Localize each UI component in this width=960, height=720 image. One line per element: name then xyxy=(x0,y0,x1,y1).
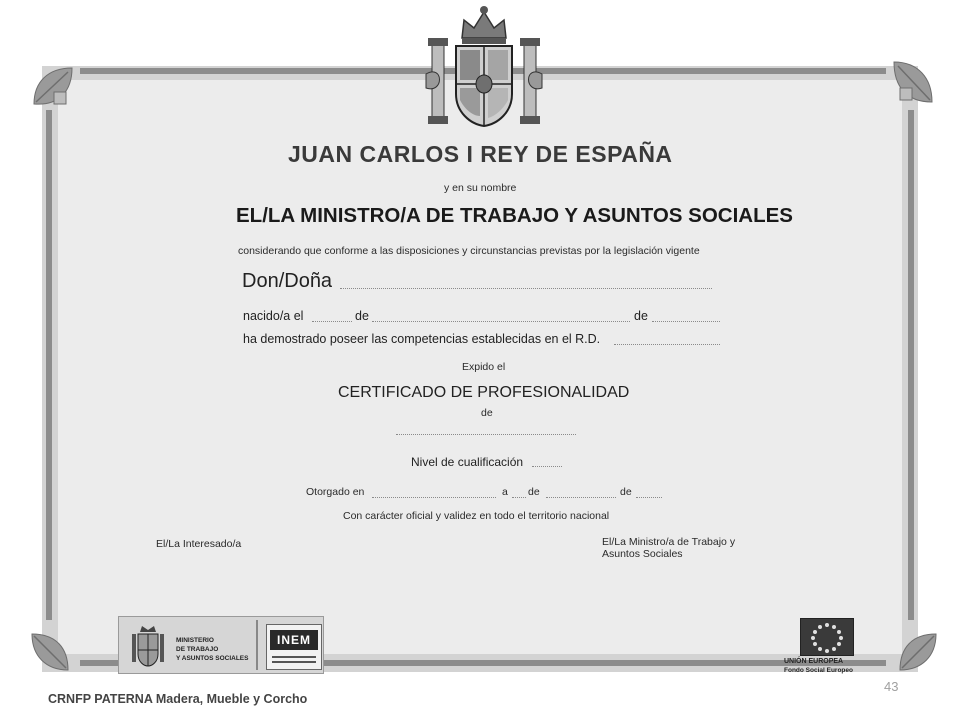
minister-title: EL/LA MINISTRO/A DE TRABAJO Y ASUNTOS SOCIALES xyxy=(236,204,793,227)
don-dona-label: Don/Doña xyxy=(242,270,333,292)
inem-logo-subline xyxy=(272,661,316,663)
granted-year-blank xyxy=(636,497,662,498)
born-day-blank xyxy=(312,321,352,322)
frame-rule-left xyxy=(46,110,52,620)
certificate-title: CERTIFICADO DE PROFESIONALIDAD xyxy=(338,384,630,401)
a-label: a xyxy=(502,486,508,498)
granted-in-label: Otorgado en xyxy=(306,486,365,498)
demonstrated-text: ha demostrado poseer las competencias establecidas en el R.D. xyxy=(243,332,601,346)
king-title: JUAN CARLOS I REY DE ESPAÑA xyxy=(288,141,673,167)
considering-text: considerando que conforme a las disposiciones y circunstancias previstas por la legislación vigente xyxy=(238,245,700,257)
leaf-ornament-bottom-right xyxy=(896,630,940,674)
ministry-logo-line2: DE TRABAJO xyxy=(176,646,219,653)
leaf-ornament-top-right xyxy=(890,58,936,108)
name-blank-line xyxy=(340,288,712,289)
inem-logo-text: INEM xyxy=(270,630,318,650)
eu-logo-line2: Fondo Social Europeo xyxy=(784,667,853,674)
logo-divider xyxy=(256,620,258,670)
interested-signature-label: El/La Interesado/a xyxy=(156,538,242,550)
of-label-5: de xyxy=(620,486,632,498)
inem-logo-subline xyxy=(272,656,316,658)
issues-text: Expido el xyxy=(462,361,506,373)
leaf-ornament-top-left xyxy=(30,64,76,110)
eu-logo-line1: UNIÓN EUROPEA xyxy=(784,658,844,665)
minister-signature-line1: El/La Ministro/a de Trabajo y xyxy=(602,536,736,548)
born-month-blank xyxy=(372,321,630,322)
spanish-coat-of-arms-icon xyxy=(424,4,544,130)
granted-place-blank xyxy=(372,497,496,498)
granted-day-blank xyxy=(512,497,526,498)
of-label-4: de xyxy=(528,486,540,498)
footer-organization: CRNFP PATERNA Madera, Mueble y Corcho xyxy=(48,692,308,706)
born-year-blank xyxy=(652,321,720,322)
frame-rule-right xyxy=(908,110,914,620)
eu-stars-icon xyxy=(808,621,846,653)
ministry-logo-line1: MINISTERIO xyxy=(176,637,214,644)
of-label-1: de xyxy=(355,309,369,323)
page-number: 43 xyxy=(884,679,899,694)
in-his-name-text: y en su nombre xyxy=(444,182,517,194)
leaf-ornament-bottom-left xyxy=(28,630,72,674)
minister-signature-line2: Asuntos Sociales xyxy=(602,548,683,560)
born-label: nacido/a el xyxy=(243,309,304,323)
cert-name-blank xyxy=(396,434,576,435)
ministry-coat-of-arms-icon xyxy=(128,622,168,668)
granted-month-blank xyxy=(546,497,616,498)
level-label: Nivel de cualificación xyxy=(411,455,524,469)
rd-blank xyxy=(614,344,720,345)
official-character-text: Con carácter oficial y validez en todo el territorio nacional xyxy=(343,510,610,522)
of-label-2: de xyxy=(634,309,648,323)
level-blank xyxy=(532,466,562,467)
ministry-logo-line3: Y ASUNTOS SOCIALES xyxy=(176,655,249,662)
of-label-3: de xyxy=(481,407,493,419)
